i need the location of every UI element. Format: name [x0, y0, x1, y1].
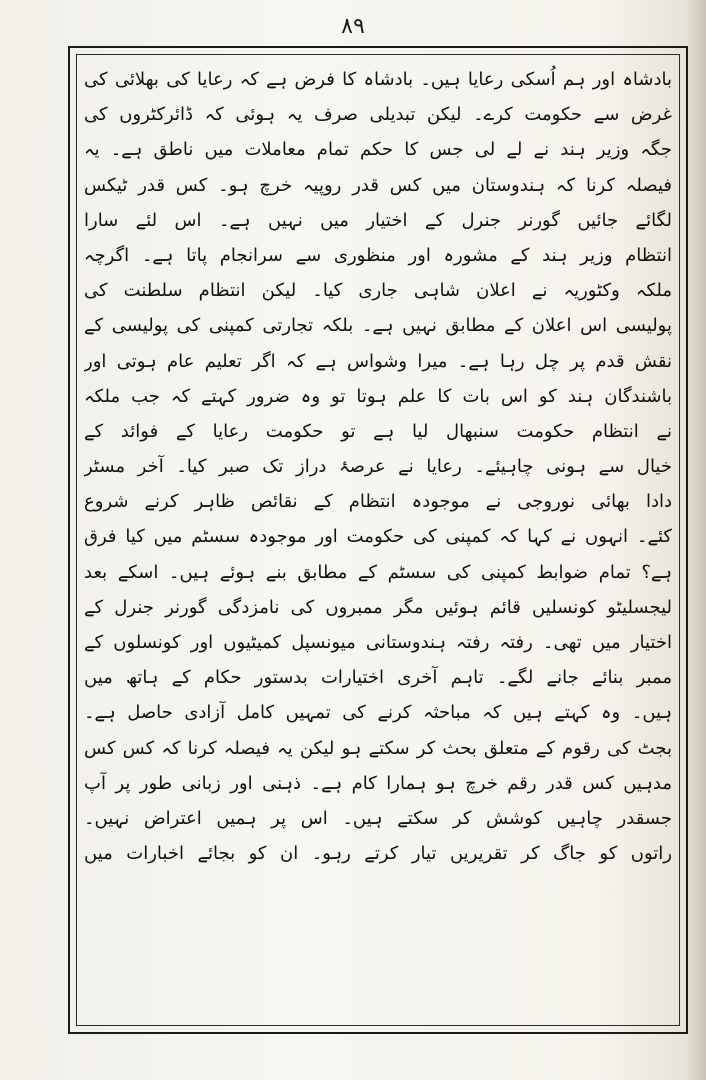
text-line: ہیں۔ وہ کہتے ہیں کہ مباحثہ کرنے کی تمہیں کامل آزادی حاصل ہے۔ [84, 702, 672, 724]
text-line: بجٹ کی رقوم کے متعلق بحث کر سکتے ہو لیکن یہ فیصلہ کرنا کہ کس کس [84, 737, 672, 759]
text-line: جسقدر چاہیں کوشش کر سکتے ہیں۔ اس پر ہمیں اعتراض نہیں۔ [84, 807, 672, 829]
text-line: لگائے جائیں گورنر جنرل کے اختیار میں نہیں ہے۔ اس لئے سارا [84, 209, 672, 231]
text-line: بادشاہ اور ہم اُسکی رعایا ہیں۔ بادشاہ کا فرض ہے کہ رعایا کی بھلائی کی [84, 69, 672, 90]
text-line: غرض سے حکومت کرے۔ لیکن تبدیلی صرف یہ ہوئی کہ ڈائرکٹروں کی [84, 104, 672, 126]
text-line: مدہیں کس قدر رقم خرچ ہو ہمارا کام ہے۔ ذہنی اور زبانی طور پر آپ [84, 772, 672, 794]
text-line: اختیار میں تھی۔ رفتہ رفتہ ہندوستانی میونسپل کمیٹیوں اور کونسلوں کے [84, 632, 672, 653]
text-line: فیصلہ کرنا کہ ہندوستان میں کس قدر روپیہ خرچ ہو۔ کس قدر ٹیکس [84, 174, 672, 196]
text-line: انتظام وزیر ہند کے مشورہ اور منظوری سے سرانجام پاتا ہے۔ اگرچہ [84, 244, 672, 266]
text-line: باشندگان ہند کو اس بات کا علم ہوتا تو وہ ضرور کہتے کہ جب ملکہ [84, 385, 672, 407]
text-line: نے انتظام حکومت سنبھال لیا ہے تو حکومت رعایا کے فوائد کے [84, 420, 672, 442]
text-line: پولیسی اس اعلان کے مطابق نہیں ہے۔ بلکہ تجارتی کمپنی کی پولیسی کے [84, 315, 672, 337]
text-line: کئے۔ انہوں نے کہا کہ کمپنی کی حکومت اور موجودہ سسٹم میں کیا فرق [84, 526, 672, 548]
text-line: ممبر بنائے جانے لگے۔ تاہم آخری اختیارات بدستور حکام کے ہاتھ میں [84, 667, 672, 689]
body-text [84, 62, 672, 1012]
text-line: جگہ وزیر ہند نے لے لی جس کا حکم تمام معاملات میں ناطق ہے۔ یہ [84, 139, 672, 161]
page-number: ۸۹ [341, 14, 365, 39]
text-line: راتوں کو جاگ کر تقریریں تیار کرتے رہو۔ ان کو بجائے اخبارات میں [84, 843, 672, 865]
text-line: ہے؟ تمام ضوابط کمپنی کی سسٹم کے مطابق بنے ہوئے ہیں۔ اسکے بعد [84, 561, 672, 583]
text-line: ملکہ وکٹوریہ نے اعلان شاہی جاری کیا۔ لیکن انتظام سلطنت کی [84, 280, 672, 302]
page-edge-shadow [686, 0, 706, 1080]
text-line: نقش قدم پر چل رہا ہے۔ میرا وشواس ہے کہ اگر تعلیم عام ہوتی اور [84, 350, 672, 372]
text-line: لیجسلیٹو کونسلیں قائم ہوئیں مگر ممبروں کی نامزدگی گورنر جنرل کے [84, 596, 672, 618]
text-line: دادا بھائی نوروجی نے موجودہ انتظام کے نقائص ظاہر کرنے شروع [84, 491, 672, 513]
text-line: خیال سے ہونی چاہیئے۔ رعایا نے عرصۂ دراز تک صبر کیا۔ آخر مسٹر [84, 456, 672, 478]
